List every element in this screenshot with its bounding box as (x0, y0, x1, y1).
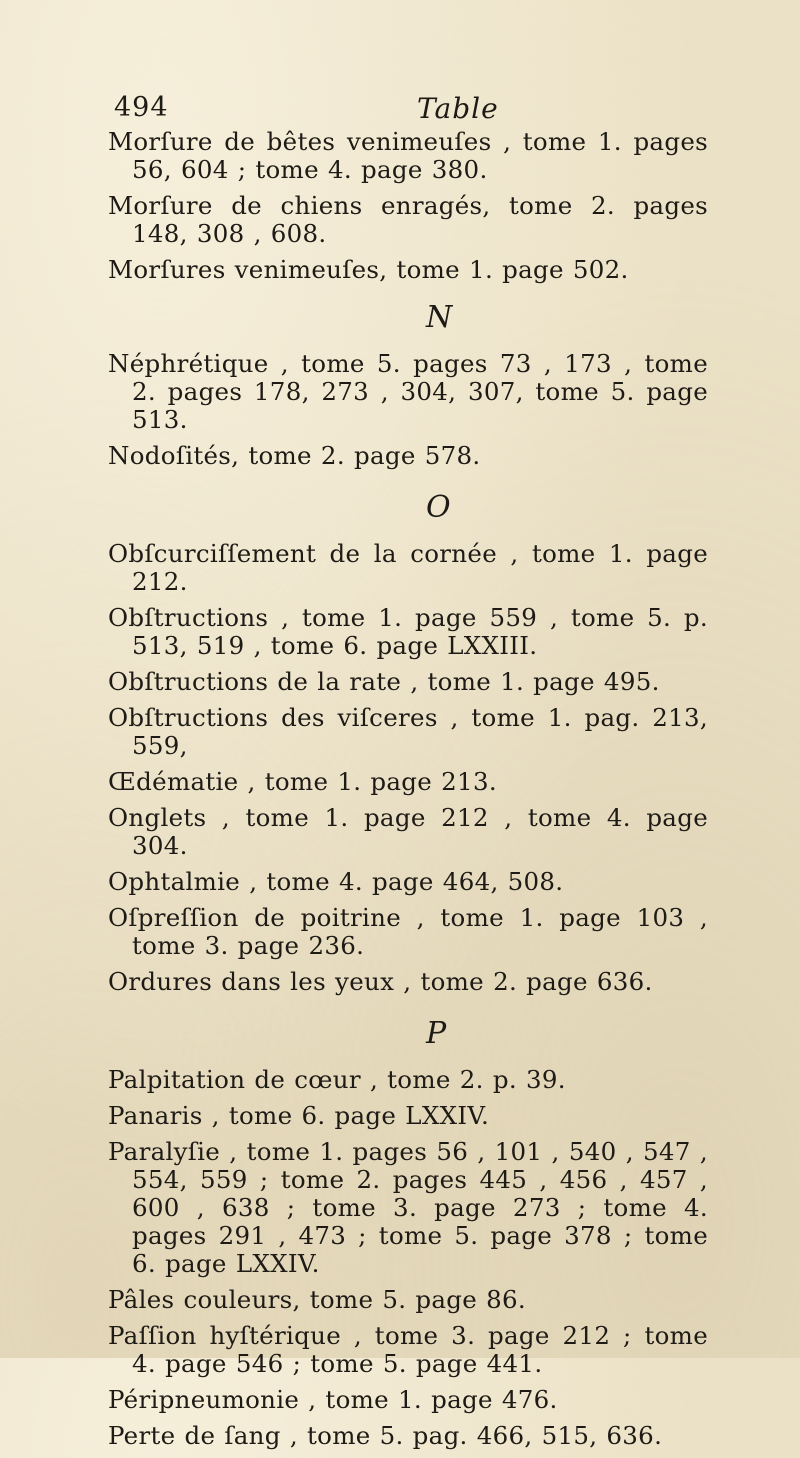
index-entry: Oſpreſſion de poitrine , tome 1. page 103 , tome 3. page 236. (108, 903, 708, 960)
page-number: 494 (114, 92, 169, 123)
index-entry: Panaris , tome 6. page LXXIV. (108, 1101, 490, 1130)
index-entry: Obſcurciſſement de la cornée , tome 1. page 212. (108, 539, 708, 596)
index-entry: Obſtructions , tome 1. page 559 , tome 5. p. 513, 519 , tome 6. page LXXIII. (108, 603, 708, 660)
index-entry: Onglets , tome 1. page 212 , tome 4. page 304. (108, 803, 708, 860)
index-entry: Œdématie , tome 1. page 213. (108, 767, 497, 796)
index-entry: Ordures dans les yeux , tome 2. page 636. (108, 967, 653, 996)
index-entry: Morſure de chiens enragés, tome 2. pages 148, 308 , 608. (108, 191, 708, 248)
index-entry: Nodoſités, tome 2. page 578. (108, 441, 481, 470)
section-letter: P (426, 1016, 447, 1051)
index-section-p (108, 1012, 708, 1450)
index-entry: Néphrétique , tome 5. pages 73 , 173 , tome 2. pages 178, 273 , 304, 307, tome 5. page 513. (108, 349, 708, 434)
index-entry: Paralyſie , tome 1. pages 56 , 101 , 540 , 547 , 554, 559 ; tome 2. pages 445 , 456 , 457 , 600 , 638 ; tome 3. page 273 ; tome 4. pages 291 , 473 ; tome 5. page 378 ; tome 6. page LXXIV. (108, 1137, 708, 1278)
section-letter: O (426, 490, 451, 525)
index-entry: Obſtructions des viſceres , tome 1. pag. 213, 559, (108, 703, 708, 760)
index-entry: Palpitation de cœur , tome 2. p. 39. (108, 1065, 566, 1094)
index-entry: Paſſion hyſtérique , tome 3. page 212 ; tome 4. page 546 ; tome 5. page 441. (108, 1321, 708, 1378)
index-entry: Morſures venimeuſes, tome 1. page 502. (108, 255, 629, 284)
index-section-m (108, 128, 708, 284)
index-section-n (108, 296, 708, 470)
index-entry: Péripneumonie , tome 1. page 476. (108, 1385, 558, 1414)
index-entry: Ophtalmie , tome 4. page 464, 508. (108, 867, 564, 896)
index-entry: Perte de ſang , tome 5. pag. 466, 515, 636. (108, 1421, 663, 1450)
section-letter: N (426, 300, 453, 335)
index-body (108, 128, 708, 1458)
index-entry: Pâles couleurs, tome 5. page 86. (108, 1285, 527, 1314)
index-entry: Morſure de bêtes venimeuſes , tome 1. pages 56, 604 ; tome 4. page 380. (108, 127, 708, 184)
index-section-o (108, 486, 708, 996)
running-title: Table (417, 92, 499, 125)
page-header (112, 92, 692, 126)
index-entry: Obſtructions de la rate , tome 1. page 495. (108, 667, 660, 696)
